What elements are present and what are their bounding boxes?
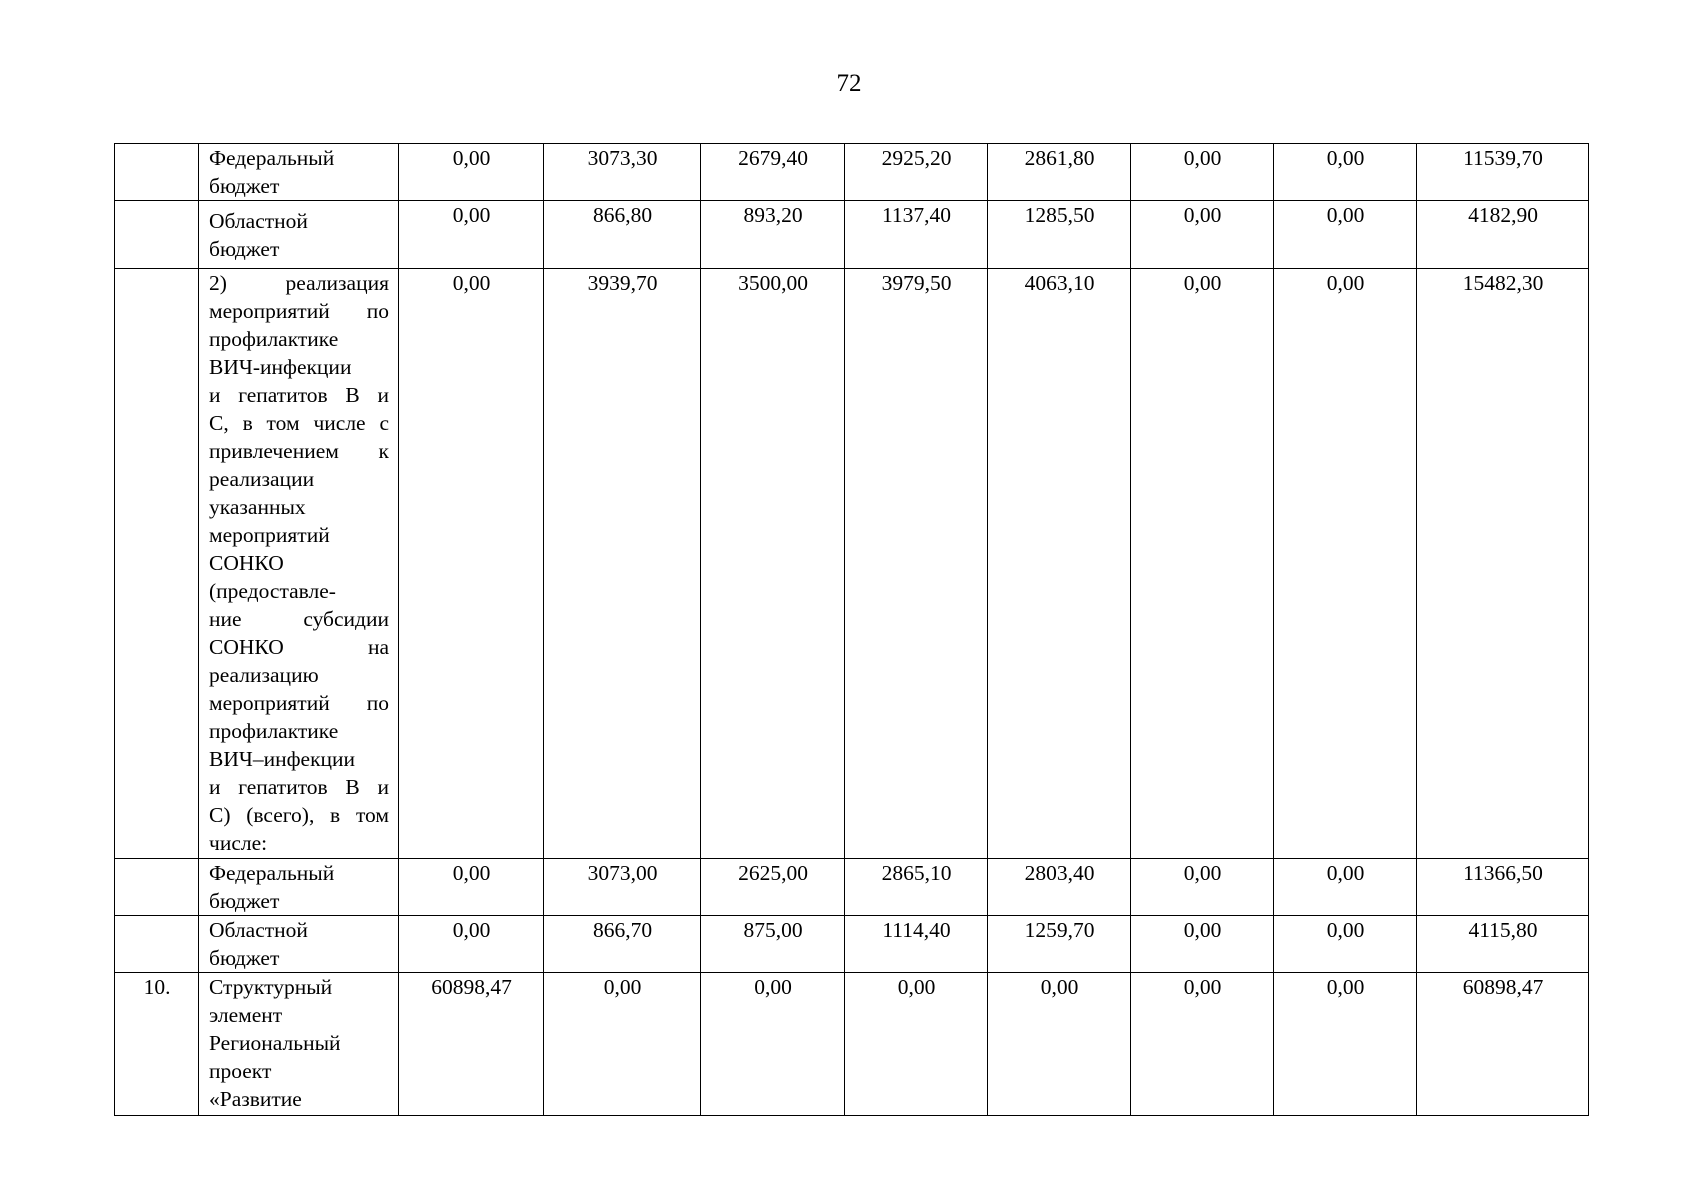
value-cell: 893,20 (701, 201, 845, 269)
description-line: и гепатитов В и (209, 775, 389, 799)
description-line: ВИЧ–инфекции (209, 747, 356, 771)
value-cell: 0,00 (1131, 973, 1274, 1116)
value-cell: 866,70 (544, 916, 701, 973)
description-line: (предоставле- (209, 579, 336, 603)
row-index-cell (115, 201, 199, 269)
description-line: ние субсидии (209, 607, 389, 631)
table-row (115, 201, 1589, 269)
description-line: бюджет (209, 946, 280, 970)
description-line: С, в том числе с (209, 411, 389, 435)
description-line: числе: (209, 831, 268, 855)
value-cell: 0,00 (701, 973, 845, 1116)
table-row (115, 973, 1589, 1116)
value-cell: 0,00 (399, 144, 544, 201)
description-cell (199, 916, 399, 973)
table-row (115, 859, 1589, 916)
total-value-cell: 4182,90 (1417, 201, 1589, 269)
description-line: мероприятий по (209, 691, 389, 715)
table-row (115, 269, 1589, 859)
value-cell: 3073,30 (544, 144, 701, 201)
description-line: Региональный (209, 1031, 341, 1055)
value-cell: 0,00 (399, 916, 544, 973)
value-cell: 0,00 (1274, 916, 1417, 973)
description-line: и гепатитов В и (209, 383, 389, 407)
description-cell (199, 269, 399, 859)
value-cell: 2861,80 (988, 144, 1131, 201)
description-cell (199, 201, 399, 269)
value-cell: 0,00 (845, 973, 988, 1116)
description-line: СОНКО (209, 551, 284, 575)
value-cell: 2625,00 (701, 859, 845, 916)
page-number: 72 (836, 70, 862, 97)
value-cell: 0,00 (1131, 201, 1274, 269)
total-value-cell: 60898,47 (1417, 973, 1589, 1116)
value-cell: 0,00 (1274, 144, 1417, 201)
description-line: 2) реализация (209, 271, 389, 295)
value-cell: 3979,50 (845, 269, 988, 859)
value-cell: 0,00 (399, 269, 544, 859)
value-cell: 2925,20 (845, 144, 988, 201)
value-cell: 0,00 (1131, 859, 1274, 916)
value-cell: 0,00 (1274, 269, 1417, 859)
description-line: Областной (209, 209, 308, 233)
value-cell: 2679,40 (701, 144, 845, 201)
table-body (115, 144, 1589, 1116)
value-cell: 3939,70 (544, 269, 701, 859)
value-cell: 0,00 (399, 201, 544, 269)
description-line: мероприятий (209, 523, 330, 547)
value-cell: 1137,40 (845, 201, 988, 269)
row-index-cell: 10. (115, 973, 199, 1116)
description-cell (199, 973, 399, 1116)
row-index-cell (115, 269, 199, 859)
description-line: элемент (209, 1003, 283, 1027)
value-cell: 3500,00 (701, 269, 845, 859)
description-line: указанных (209, 495, 306, 519)
description-line: реализации (209, 467, 315, 491)
description-line: бюджет (209, 174, 280, 198)
value-cell: 2865,10 (845, 859, 988, 916)
description-line: мероприятий по (209, 299, 389, 323)
value-cell: 0,00 (1131, 916, 1274, 973)
description-line: Структурный (209, 975, 333, 999)
value-cell: 4063,10 (988, 269, 1131, 859)
budget-table (114, 143, 1589, 1116)
description-line: профилактике (209, 719, 339, 743)
description-line: привлечением к (209, 439, 389, 463)
value-cell: 2803,40 (988, 859, 1131, 916)
table-row (115, 916, 1589, 973)
description-line: бюджет (209, 889, 280, 913)
value-cell: 1114,40 (845, 916, 988, 973)
total-value-cell: 11539,70 (1417, 144, 1589, 201)
value-cell: 0,00 (399, 859, 544, 916)
description-line: Федеральный (209, 146, 335, 170)
description-line: бюджет (209, 237, 280, 261)
description-line: С) (всего), в том (209, 803, 389, 827)
value-cell: 0,00 (1274, 201, 1417, 269)
description-cell (199, 859, 399, 916)
description-line: проект (209, 1059, 272, 1083)
value-cell: 3073,00 (544, 859, 701, 916)
description-cell (199, 144, 399, 201)
row-index-cell (115, 859, 199, 916)
table-row (115, 144, 1589, 201)
total-value-cell: 11366,50 (1417, 859, 1589, 916)
value-cell: 0,00 (1274, 859, 1417, 916)
value-cell: 0,00 (1131, 269, 1274, 859)
description-line: СОНКО на (209, 635, 389, 659)
total-value-cell: 15482,30 (1417, 269, 1589, 859)
description-line: ВИЧ-инфекции (209, 355, 352, 379)
value-cell: 875,00 (701, 916, 845, 973)
row-index-cell (115, 144, 199, 201)
value-cell: 0,00 (544, 973, 701, 1116)
value-cell: 60898,47 (399, 973, 544, 1116)
description-line: Федеральный (209, 861, 335, 885)
value-cell: 0,00 (1274, 973, 1417, 1116)
description-line: «Развитие (209, 1087, 302, 1111)
description-line: Областной (209, 918, 308, 942)
row-index-cell (115, 916, 199, 973)
value-cell: 0,00 (988, 973, 1131, 1116)
description-line: реализацию (209, 663, 319, 687)
value-cell: 1259,70 (988, 916, 1131, 973)
value-cell: 0,00 (1131, 144, 1274, 201)
value-cell: 866,80 (544, 201, 701, 269)
total-value-cell: 4115,80 (1417, 916, 1589, 973)
description-line: профилактике (209, 327, 339, 351)
value-cell: 1285,50 (988, 201, 1131, 269)
